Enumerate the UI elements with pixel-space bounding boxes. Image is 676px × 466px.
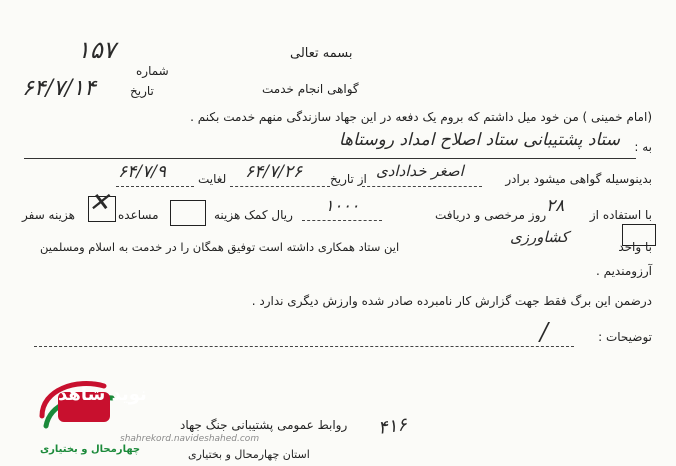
amount-suffix: ریال کمک هزینه [214, 208, 293, 222]
leave-days: ۲۸ [546, 196, 565, 216]
until-date: ۶۴/۷/۹ [118, 162, 166, 182]
signature-line: روابط عمومی پشتیبانی جنگ جهاد [180, 418, 348, 432]
wish-text: آرزومندیم . [595, 264, 652, 278]
unit-value: کشاورزی [510, 228, 569, 246]
signature-line-2: استان چهارمحال و بختیاری [188, 448, 310, 461]
remarks-underline [34, 346, 574, 347]
remarks-label: توضیحات : [598, 330, 652, 344]
until-label: لغایت [198, 172, 227, 186]
leave-mid: روز مرخصی و دریافت [435, 208, 547, 222]
to-label: به : [634, 140, 652, 154]
logo-text: نوید شاهد [58, 384, 147, 405]
recipient: ستاد پشتیبانی ستاد اصلاح امداد روستاها [338, 130, 620, 150]
certify-prefix: بدینوسیله گواهی میشود برادر [505, 172, 652, 186]
travel-label: هزینه سفر [22, 208, 75, 222]
amount: ۱۰۰۰ [325, 196, 360, 215]
number-label: شماره [136, 64, 169, 78]
reference-number: ۱۵۷ [77, 36, 116, 64]
aid-label: مساعده [118, 208, 159, 222]
from-date-label: از تاریخ [330, 172, 367, 186]
brother-name: اصغر خدادادی [376, 162, 464, 180]
from-date: ۶۴/۷/۲۶ [245, 162, 303, 182]
logo-subtitle: چهارمحال و بختیاری [40, 444, 141, 455]
disclaimer: درضمن این برگ فقط جهت گزارش کار نامبرده صادر شده وارزش دیگری ندارد . [251, 294, 652, 308]
certificate-title: گواهی انجام خدمت [262, 82, 359, 96]
leave-prefix: با استفاده از [589, 208, 652, 222]
unit-prefix: با واحد [618, 240, 652, 254]
date-label: تاریخ [130, 84, 154, 98]
amount-underline [302, 220, 382, 221]
bismillah: بسمه تعالی [290, 46, 353, 61]
handwritten-number: ۴۱۶ [376, 414, 409, 439]
name-underline [362, 186, 482, 187]
quote-line: (امام خمینی ) من خود میل داشتم که بروم یک دفعه در این جهاد سازندگی منهم خدمت بکنم . [190, 110, 652, 124]
remarks-mark: / [540, 318, 549, 346]
unit-suffix: این ستاد همکاری داشته است توفیق همگان را در خدمت به اسلام ومسلمین [40, 240, 400, 254]
travel-check-mark: ✕ [88, 188, 110, 218]
issue-date: ۶۴/۷/۱۴ [22, 76, 96, 101]
from-underline [230, 186, 330, 187]
until-underline [116, 186, 194, 187]
watermark-url: shahrekord.navideshahed.com [120, 434, 260, 444]
recipient-underline [24, 158, 636, 159]
aid-checkbox [170, 200, 206, 226]
